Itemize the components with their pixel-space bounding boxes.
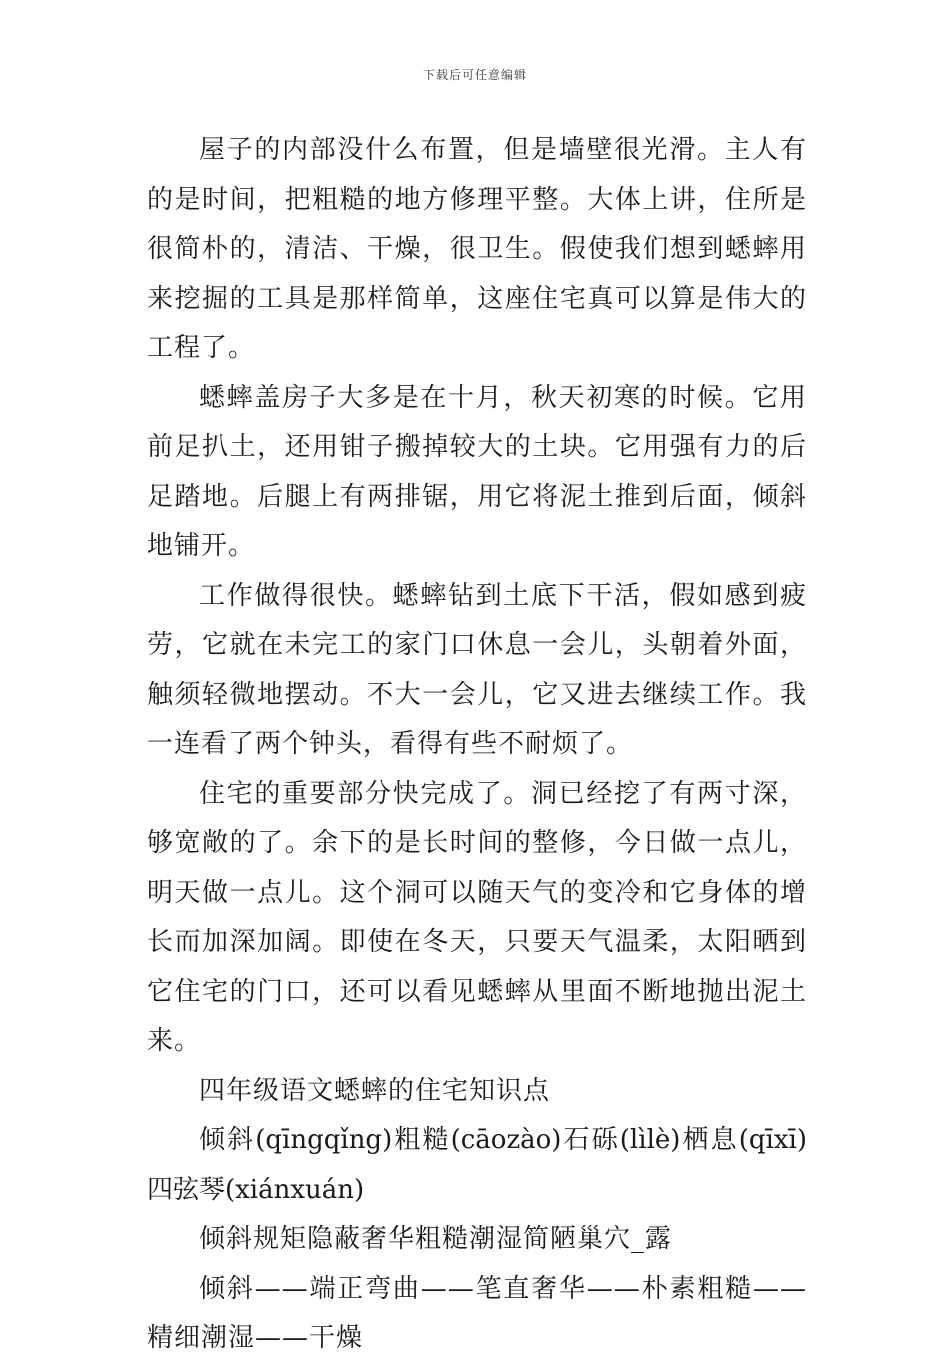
paragraph-completion: 住宅的重要部分快完成了。洞已经挖了有两寸深，够宽敞的了。余下的是长时间的整修，今日做一点儿，明天做一点儿。这个洞可以随天气的变冷和它身体的增长而加深加阔。即使在冬天，只要天气温柔，太阳晒到它住宅的门口，还可以看见蟋蟀从里面不断地抛出泥土来。 [147,778,807,1056]
page-header: 下载后可任意编辑 [422,68,527,82]
paragraph-pinyin-words: 倾斜(qīngqǐng)粗糙(cāozào)石砾(lìlè)栖息(qīxī)四弦琴(xiánxuán) [147,1125,807,1205]
paragraph-house-interior: 屋子的内部没什么布置，但是墙壁很光滑。主人有的是时间，把粗糙的地方修理平整。大体上讲，住所是很简朴的，清洁、干燥，很卫生。假使我们想到蟋蟀用来挖掘的工具是那样简单，这座住宅真可以算是伟大的工程了。 [147,135,807,363]
paragraph-working: 工作做得很快。蟋蟀钻到土底下干活，假如感到疲劳，它就在未完工的家门口休息一会儿，头朝着外面，触须轻微地摆动。不大一会儿，它又进去继续工作。我一连看了两个钟头，看得有些不耐烦了。 [147,580,807,759]
section-heading-knowledge-points: 四年级语文蟋蟀的住宅知识点 [199,1075,551,1106]
paragraph-vocabulary: 倾斜规矩隐蔽奢华粗糙潮湿简陋巢穴_露 [199,1224,673,1254]
paragraph-building-time: 蟋蟀盖房子大多是在十月，秋天初寒的时候。它用前足扒土，还用钳子搬掉较大的土块。它用强有力的后足踏地。后腿上有两排锯，用它将泥土推到后面，倾斜地铺开。 [147,382,807,561]
document-body [147,126,807,1364]
paragraph-antonyms: 倾斜——端正弯曲——笔直奢华——朴素粗糙——精细潮湿——干燥 [147,1273,807,1353]
